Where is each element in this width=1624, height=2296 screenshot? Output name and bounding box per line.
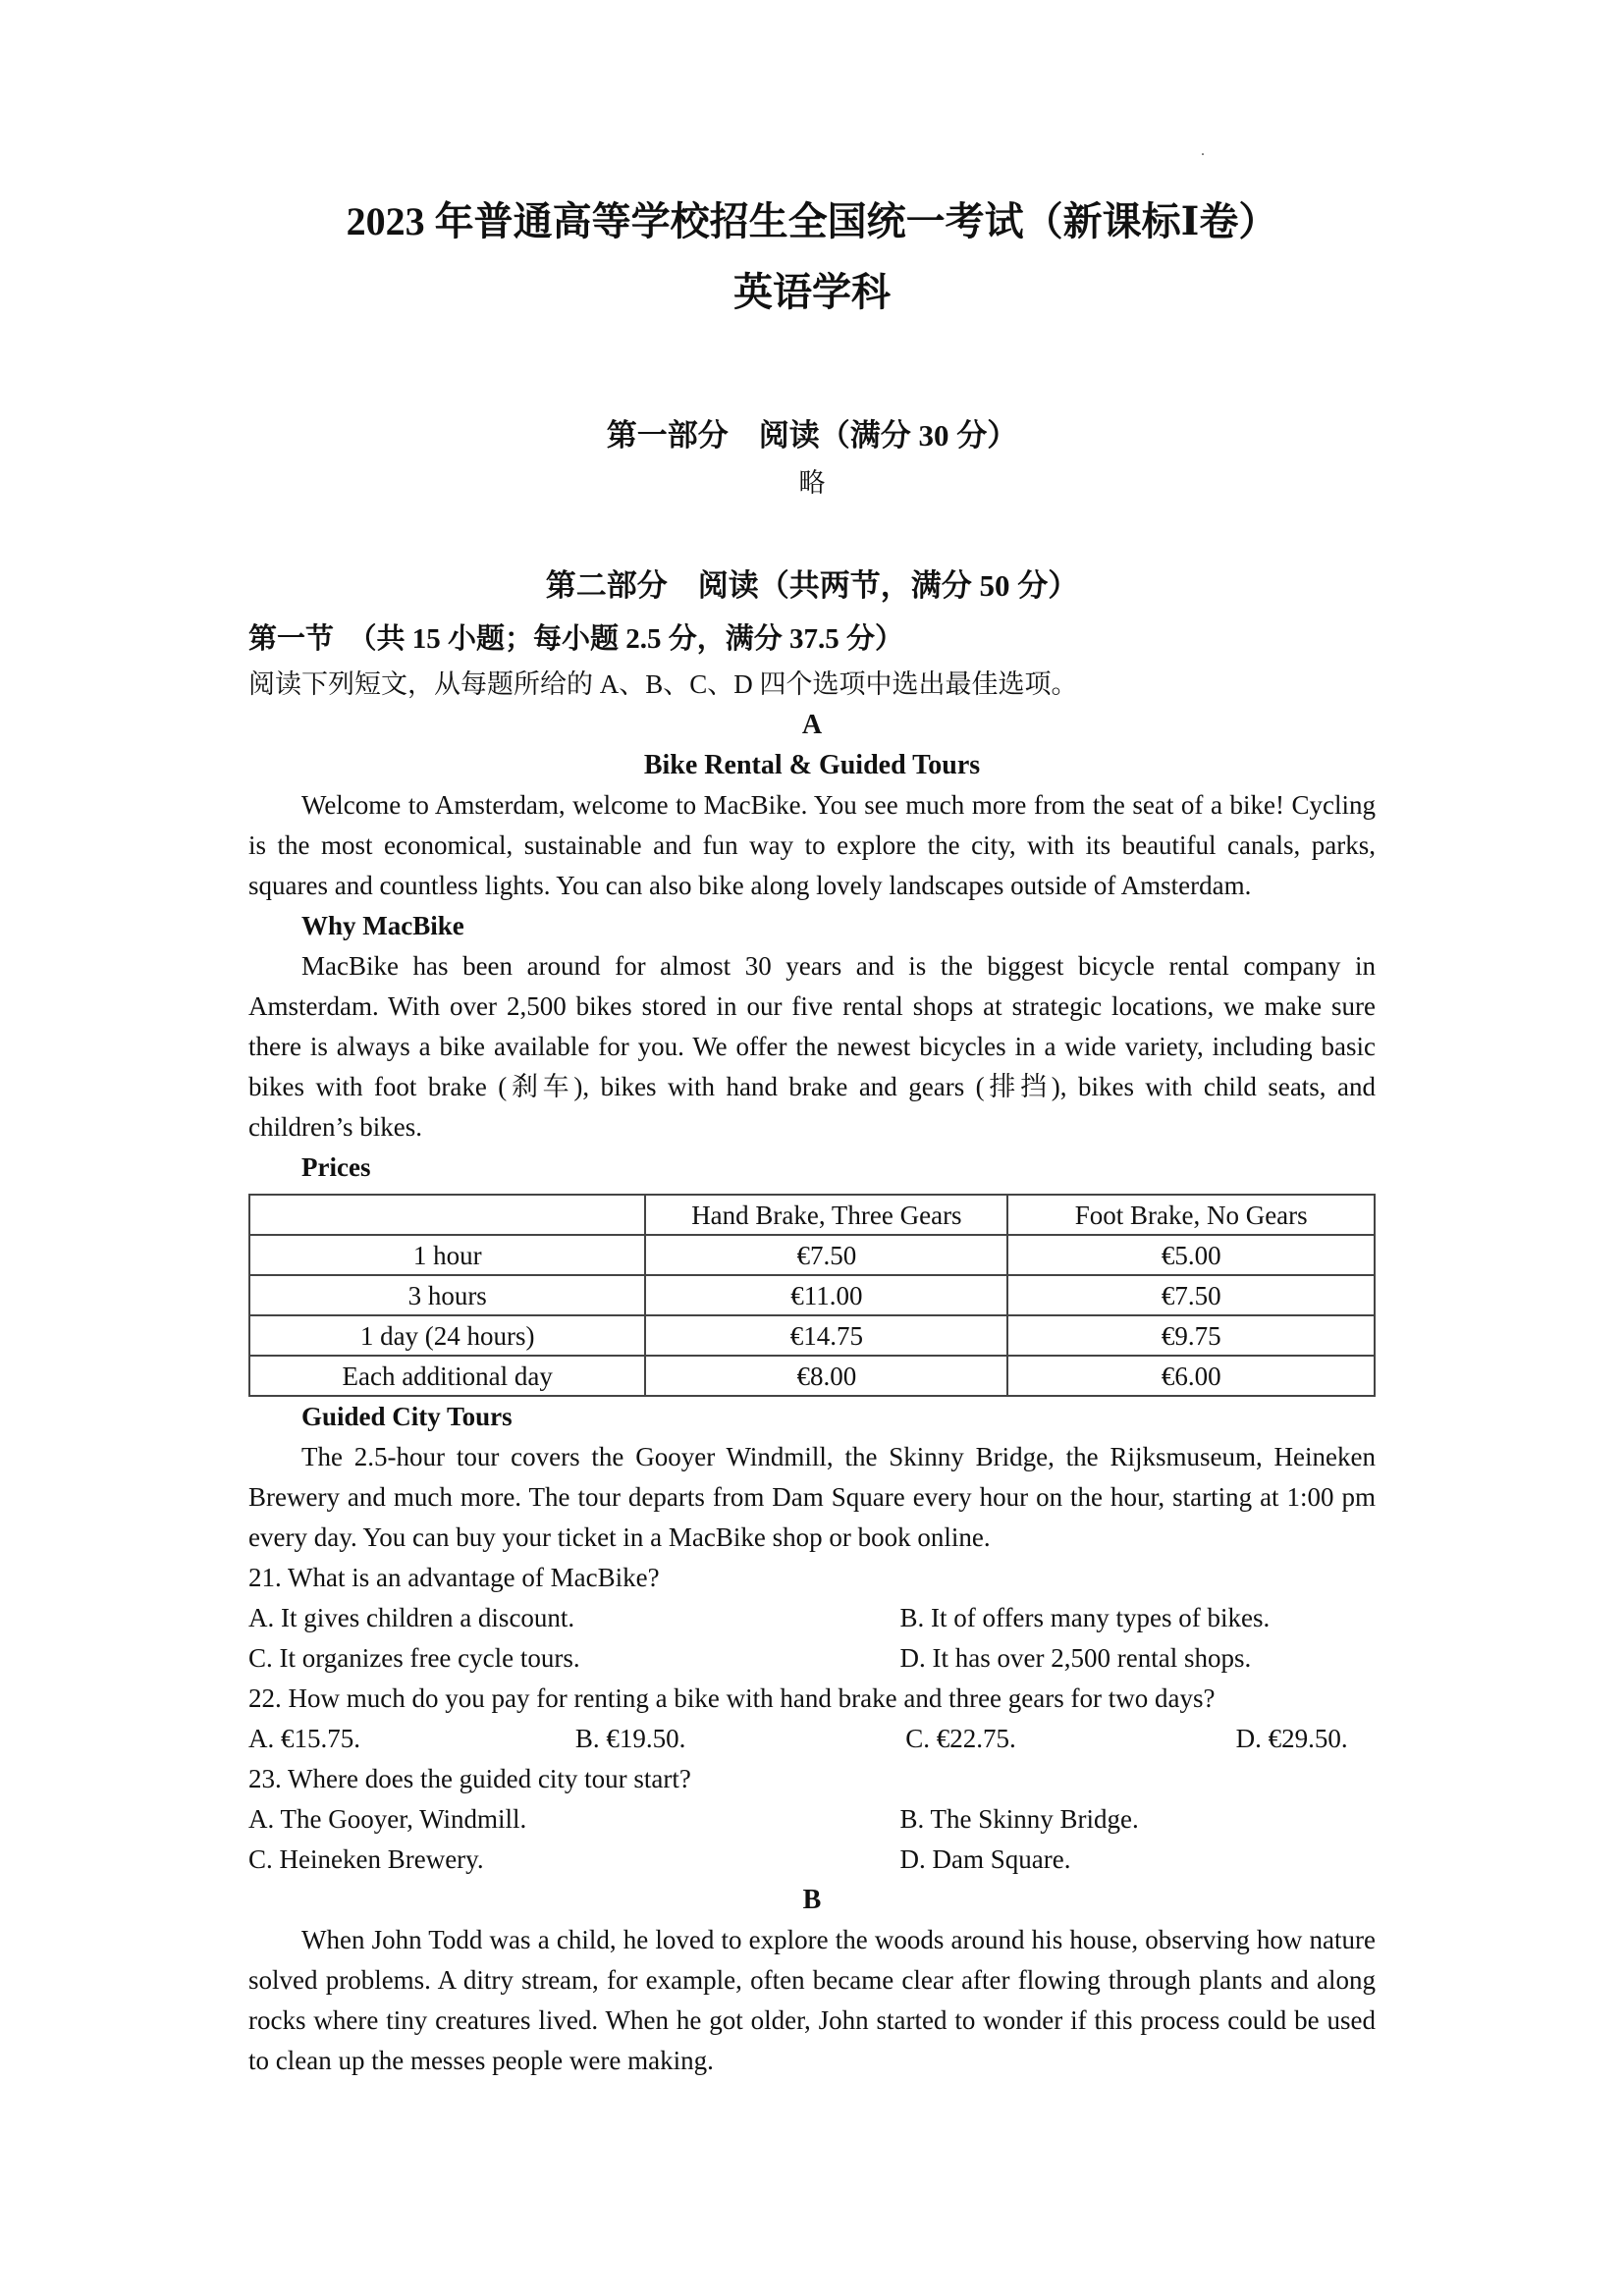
option-a: A. The Gooyer, Windmill. <box>248 1804 527 1834</box>
table-row <box>249 1235 1375 1275</box>
why-macbike-heading: Why MacBike <box>301 911 464 940</box>
table-header-cell-hand-brake: Hand Brake, Three Gears <box>645 1195 1007 1235</box>
question-23-stem: 23. Where does the guided city tour start? <box>248 1764 691 1793</box>
table-cell-price: €7.50 <box>1007 1275 1375 1315</box>
table-cell-price: €14.75 <box>645 1315 1007 1356</box>
passage-a-title: Bike Rental & Guided Tours <box>643 750 981 780</box>
guided-tours-paragraph: The 2.5-hour tour covers the Gooyer Windmill, the Skinny Bridge, the Rijksmuseum, Heineken Brewery and much more. The tour departs from Dam Square every hour on the hour, starting at 1:00 pm every day. You can buy your ticket in a MacBike shop or book online. <box>248 1442 1376 1552</box>
prices-heading: Prices <box>301 1152 371 1182</box>
table-cell-duration: Each additional day <box>249 1356 645 1396</box>
table-cell-price: €5.00 <box>1007 1235 1375 1275</box>
option-c: C. €22.75. <box>905 1724 1016 1753</box>
section-one-heading: 第一节 （共 15 小题；每小题 2.5 分，满分 37.5 分） <box>248 623 904 655</box>
table-cell-duration: 3 hours <box>249 1275 645 1315</box>
table-row <box>249 1356 1375 1396</box>
option-b: B. The Skinny Bridge. <box>899 1804 1139 1834</box>
passage-a-label: A <box>801 710 823 740</box>
question-21-options <box>248 1598 1376 1679</box>
exam-content <box>248 0 1376 2081</box>
option-c: C. Heineken Brewery. <box>248 1844 484 1874</box>
table-cell-price: €11.00 <box>645 1275 1007 1315</box>
table-row <box>249 1275 1375 1315</box>
table-cell-duration: 1 day (24 hours) <box>249 1315 645 1356</box>
exam-subject: 英语学科 <box>733 270 891 314</box>
part-one-heading: 第一部分 阅读（满分 30 分） <box>606 418 1018 453</box>
table-cell-price: €6.00 <box>1007 1356 1375 1396</box>
table-row <box>249 1315 1375 1356</box>
table-cell-price: €8.00 <box>645 1356 1007 1396</box>
omitted-note: 略 <box>798 468 826 498</box>
option-b: B. €19.50. <box>574 1724 686 1753</box>
option-a: A. It gives children a discount. <box>248 1603 575 1632</box>
table-cell-price: €7.50 <box>645 1235 1007 1275</box>
question-21 <box>248 1558 1376 1679</box>
passage-b-label: B <box>802 1885 822 1915</box>
question-22-stem: 22. How much do you pay for renting a bike with hand brake and three gears for two days? <box>248 1683 1216 1713</box>
guided-tours-heading: Guided City Tours <box>301 1402 513 1431</box>
stray-dot: . <box>1201 142 1205 159</box>
option-b: B. It of offers many types of bikes. <box>899 1603 1271 1632</box>
option-d: D. €29.50. <box>1235 1724 1348 1753</box>
question-22-options <box>248 1719 1376 1759</box>
table-cell-duration: 1 hour <box>249 1235 645 1275</box>
part-two-heading: 第二部分 阅读（共两节，满分 50 分） <box>545 568 1079 603</box>
table-header-row <box>249 1195 1375 1235</box>
table-header-cell-empty <box>249 1195 645 1235</box>
passage-b-paragraph: When John Todd was a child, he loved to explore the woods around his house, observing how nature solved problems. A ditry stream, for example, often became clear after flowing through plants and along rocks where tiny creatures lived. When he got older, John started to wonder if this process could be used to clean up the messes people were making. <box>248 1925 1376 2075</box>
question-21-stem: 21. What is an advantage of MacBike? <box>248 1563 660 1592</box>
passage-a-intro-paragraph: Welcome to Amsterdam, welcome to MacBike. You see much more from the seat of a bike! Cycling is the most economical, sustainable and fun way to explore the city, with its beautiful canals, parks, squares and countless lights. You can also bike along lovely landscapes outside of Amsterdam. <box>248 790 1376 900</box>
reading-instructions: 阅读下列短文，从每题所给的 A、B、C、D 四个选项中选出最佳选项。 <box>248 669 1078 699</box>
option-c: C. It organizes free cycle tours. <box>248 1643 580 1673</box>
question-23 <box>248 1759 1376 1880</box>
option-d: D. It has over 2,500 rental shops. <box>899 1643 1252 1673</box>
option-d: D. Dam Square. <box>899 1844 1071 1874</box>
table-cell-price: €9.75 <box>1007 1315 1375 1356</box>
question-22 <box>248 1679 1376 1759</box>
exam-title: 2023 年普通高等学校招生全国统一考试（新课标Ⅰ卷） <box>346 199 1278 243</box>
table-header-cell-foot-brake: Foot Brake, No Gears <box>1007 1195 1375 1235</box>
why-macbike-paragraph: MacBike has been around for almost 30 years and is the biggest bicycle rental company in Amsterdam. With over 2,500 bikes stored in our five rental shops at strategic locations, we make sure there is always a bike available for you. We offer the newest bicycles in a wide variety, including basic bikes with foot brake (刹车), bikes with hand brake and gears (排挡), bikes with child seats, and children’s bikes. <box>248 951 1376 1142</box>
option-a: A. €15.75. <box>248 1724 360 1753</box>
question-23-options <box>248 1799 1376 1880</box>
prices-table <box>248 1194 1376 1397</box>
